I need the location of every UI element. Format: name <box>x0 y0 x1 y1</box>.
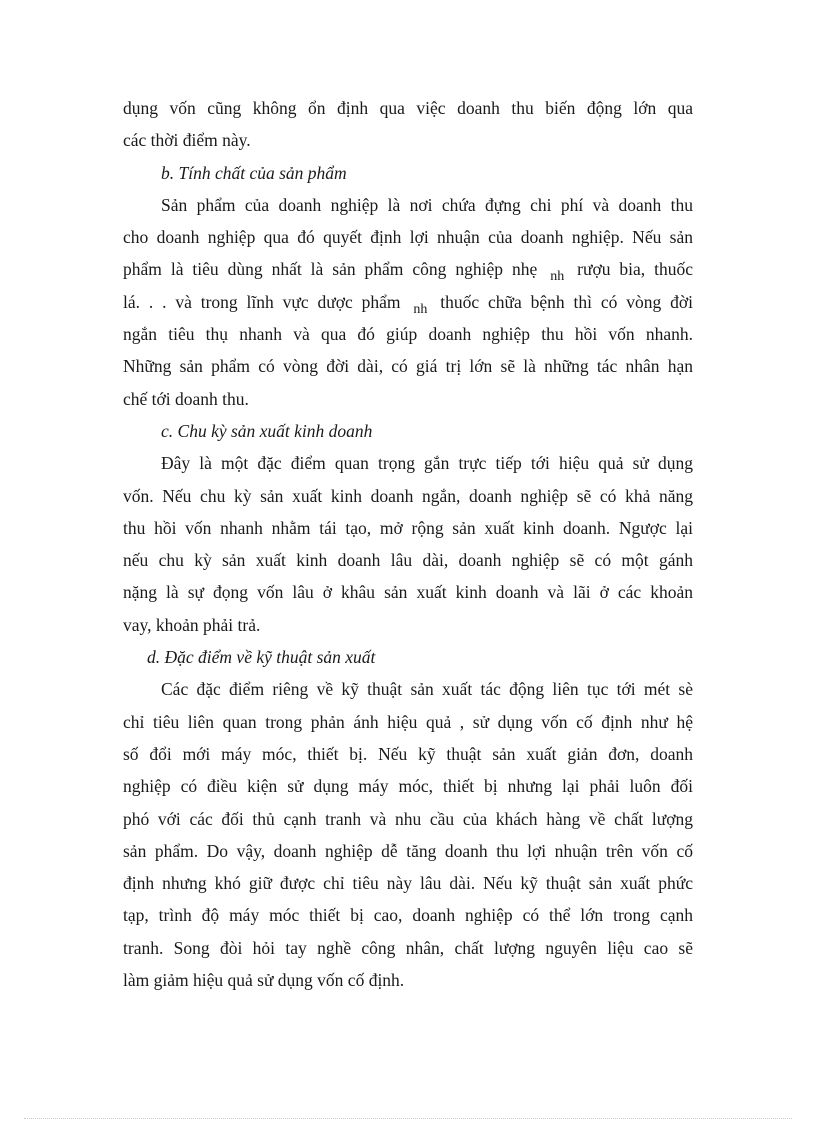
paragraph-line: Các đặc điểm riêng về kỹ thuật sản xuất tác động liên tục tới mét sè <box>161 679 693 700</box>
paragraph-line: các thời điểm này. <box>123 130 251 151</box>
subscript-note: nh <box>550 269 565 285</box>
paragraph-line: số đổi mới máy móc, thiết bị. Nếu kỹ thuật sản xuất giản đơn, doanh <box>123 743 693 764</box>
text-run: rượu bia, thuốc <box>577 259 693 280</box>
paragraph-line: thu hồi vốn nhanh nhằm tái tạo, mở rộng sản xuất kinh doanh. Ngược lại <box>123 517 693 538</box>
paragraph-line: Đây là một đặc điểm quan trọng gắn trực tiếp tới hiệu quả sử dụng <box>161 453 693 474</box>
paragraph-line: phó với các đối thủ cạnh tranh và nhu cầu của khách hàng về chất lượng <box>123 808 693 829</box>
paragraph-line <box>123 286 693 318</box>
paragraph-line: vốn. Nếu chu kỳ sản xuất kinh doanh ngắn, doanh nghiệp sẽ có khả năng <box>123 485 693 506</box>
paragraph-line: Những sản phẩm có vòng đời dài, có giá trị lớn sẽ là những tác nhân hạn <box>123 356 693 377</box>
text-run: phẩm là tiêu dùng nhất là sản phẩm công nghiệp nhẹ <box>123 259 538 280</box>
paragraph-line: định nhưng khó giữ được chỉ tiêu này lâu dài. Nếu kỹ thuật sản xuất phức <box>123 873 693 894</box>
paragraph-line: tranh. Song đòi hỏi tay nghề công nhân, chất lượng nguyên liệu cao sẽ <box>123 937 693 958</box>
section-heading-c: c. Chu kỳ sản xuất kinh doanh <box>161 420 373 441</box>
paragraph-line: ngắn tiêu thụ nhanh và qua đó giúp doanh nghiệp thu hồi vốn nhanh. <box>123 324 693 345</box>
paragraph-line: nặng là sự đọng vốn lâu ở khâu sản xuất kinh doanh và lãi ở các khoản <box>123 582 693 603</box>
text-run: lá. . . và trong lĩnh vực dược phẩm <box>123 291 401 312</box>
paragraph-line: sản phẩm. Do vậy, doanh nghiệp dễ tăng doanh thu lợi nhuận trên vốn cố <box>123 840 693 861</box>
paragraph-line: làm giảm hiệu quả sử dụng vốn cố định. <box>123 970 405 991</box>
section-heading-d: d. Đặc điểm về kỹ thuật sản xuất <box>147 647 376 668</box>
subscript-note: nh <box>413 301 428 317</box>
text-run: thuốc chữa bệnh thì có vòng đời <box>440 291 693 312</box>
paragraph-line: nghiệp có điều kiện sử dụng máy móc, thiết bị nhưng lại phải luôn đối <box>123 776 693 797</box>
paragraph-line: dụng vốn cũng không ổn định qua việc doanh thu biến động lớn qua <box>123 98 693 118</box>
paragraph-line: chế tới doanh thu. <box>123 388 249 409</box>
paragraph-line: chỉ tiêu liên quan trong phản ánh hiệu quả , sử dụng vốn cố định như hệ <box>123 711 693 732</box>
document-body <box>123 92 693 996</box>
paragraph-line: Sản phẩm của doanh nghiệp là nơi chứa đựng chi phí và doanh thu <box>161 194 693 215</box>
section-heading-b: b. Tính chất của sản phẩm <box>161 162 347 183</box>
paragraph-line: nếu chu kỳ sản xuất kinh doanh lâu dài, doanh nghiệp sẽ có một gánh <box>123 550 693 571</box>
paragraph-line: cho doanh nghiệp qua đó quyết định lợi nhuận của doanh nghiệp. Nếu sản <box>123 227 693 248</box>
page-bottom-divider <box>24 1118 792 1119</box>
paragraph-line <box>123 253 693 285</box>
paragraph-line: vay, khoản phải trả. <box>123 614 261 635</box>
paragraph-line: tạp, trình độ máy móc thiết bị cao, doanh nghiệp có thể lớn trong cạnh <box>123 905 693 926</box>
